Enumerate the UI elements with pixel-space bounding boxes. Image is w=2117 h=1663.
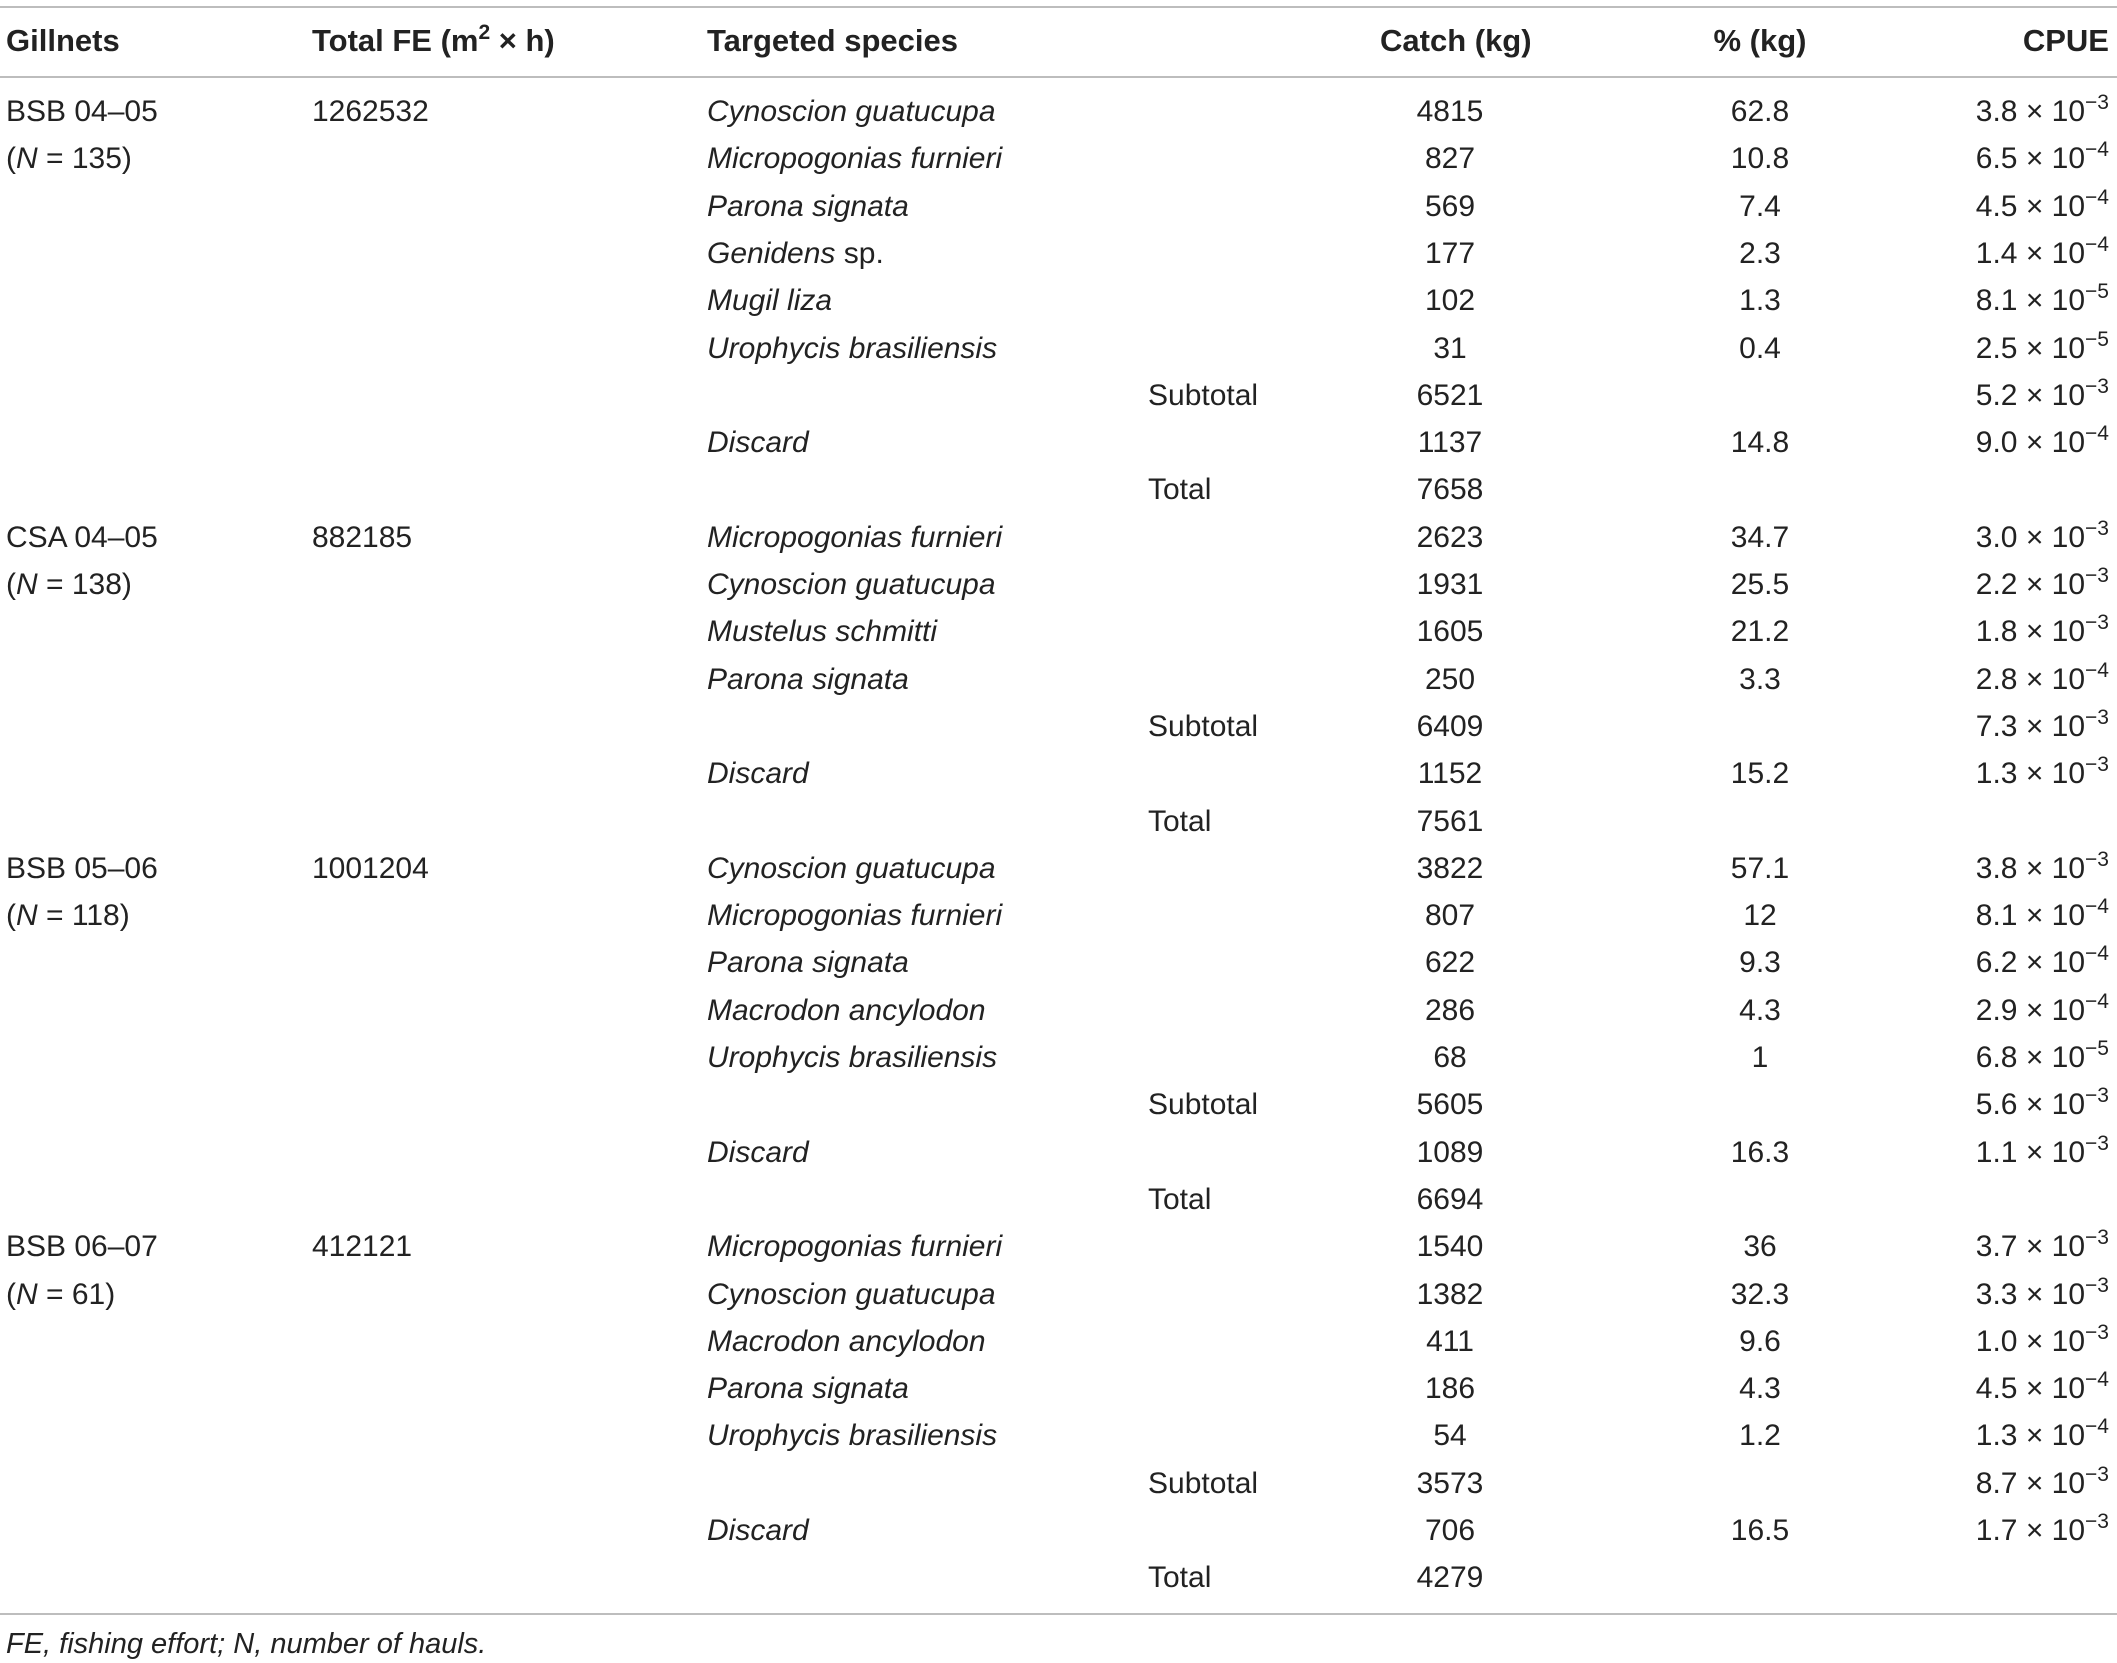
total-row: [0, 1554, 2117, 1601]
table-row: [0, 750, 2117, 797]
catch-value: 622: [1424, 946, 1476, 980]
catch-value: 1605: [1416, 615, 1484, 649]
header-total-fe: [312, 23, 555, 59]
row-label: Total: [1148, 473, 1212, 507]
cpue-times-ten: × 10: [2017, 331, 2086, 365]
table-row: [0, 1223, 2117, 1270]
species-name-text: Urophycis brasiliensis: [707, 1041, 998, 1074]
cpue-mantissa: 8.1: [1975, 899, 2018, 933]
bottom-rule: [0, 1613, 2117, 1615]
pct-value: 12: [1743, 899, 1777, 933]
cpue-value: [1976, 419, 2109, 466]
gillnet-period: BSB 05–06: [6, 851, 158, 885]
pct-value: 14.8: [1730, 426, 1790, 460]
cpue-exponent: −3: [2085, 1084, 2109, 1108]
cpue-times-ten: × 10: [2017, 1419, 2086, 1453]
cpue-value: [1976, 230, 2109, 277]
species-name-text: Parona signata: [707, 946, 909, 980]
pct-value: 0.4: [1739, 331, 1781, 365]
cpue-value: [1976, 608, 2109, 655]
cpue-mantissa: 8.1: [1975, 284, 2018, 318]
species-name-text: Discard: [707, 1514, 809, 1547]
total-fe-value: 1262532: [312, 95, 429, 128]
cpue-mantissa: 2.2: [1975, 568, 2018, 601]
species-name: [707, 325, 997, 372]
cpue-exponent: −3: [2085, 1510, 2109, 1533]
cpue-times-ten: × 10: [2017, 284, 2086, 318]
species-name: [707, 1129, 809, 1176]
header-gillnets: Gillnets: [6, 23, 120, 58]
cpue-exponent: −4: [2085, 138, 2109, 162]
table-row: [0, 561, 2117, 608]
header-rule: [0, 76, 2117, 78]
species-name: [707, 845, 996, 892]
table-row: [0, 656, 2117, 703]
cpue-exponent: −4: [2085, 1415, 2109, 1439]
cpue-times-ten: × 10: [2017, 851, 2086, 885]
catch-value: 5605: [1416, 1088, 1484, 1122]
table-row: [0, 1318, 2117, 1365]
catch-value: 6521: [1416, 378, 1484, 412]
species-name: [707, 1412, 997, 1459]
species-name: [707, 88, 996, 135]
cpue-value: [1976, 325, 2109, 372]
cpue-exponent: −5: [2085, 327, 2109, 351]
species-name-text: Micropogonias furnieri: [707, 899, 1003, 933]
subtotal-row: [0, 1460, 2117, 1507]
catch-value: 1382: [1416, 1277, 1484, 1311]
cpue-times-ten: × 10: [2017, 568, 2086, 601]
cpue-times-ten: × 10: [2017, 899, 2086, 933]
cpue-mantissa: 1.3: [1975, 757, 2018, 791]
header-cpue: CPUE: [2022, 23, 2109, 58]
cpue-mantissa: 3.7: [1975, 1230, 2018, 1264]
species-name-text: Discard: [707, 757, 809, 791]
pct-value: 9.6: [1739, 1324, 1781, 1358]
catch-value: 68: [1433, 1041, 1467, 1074]
cpue-value: [1976, 1034, 2109, 1081]
pct-value: 4.3: [1739, 1372, 1781, 1406]
catch-value: 3822: [1416, 851, 1484, 885]
table-row: [0, 1507, 2117, 1554]
table-row: [0, 939, 2117, 986]
species-name-text: Discard: [707, 426, 809, 460]
species-name-text: Parona signata: [707, 1372, 909, 1406]
pct-value: 7.4: [1739, 189, 1781, 223]
cpue-exponent: −3: [2085, 1131, 2109, 1155]
species-name-text: Micropogonias furnieri: [707, 520, 1003, 554]
species-name: [707, 1318, 986, 1365]
cpue-times-ten: × 10: [2017, 520, 2086, 554]
catch-value: 411: [1426, 1324, 1474, 1358]
cpue-mantissa: 2.8: [1975, 662, 2018, 696]
cpue-exponent: −4: [2085, 232, 2109, 256]
table-row: [0, 1034, 2117, 1081]
cpue-mantissa: 5.6: [1975, 1088, 2018, 1122]
catch-value: 31: [1433, 331, 1467, 365]
cpue-exponent: −4: [2085, 658, 2109, 682]
total-fe-value: 882185: [312, 520, 413, 554]
species-name-text: Cynoscion guatucupa: [707, 95, 996, 128]
species-name: [707, 419, 809, 466]
cpue-times-ten: × 10: [2017, 95, 2086, 128]
cpue-mantissa: 1.0: [1975, 1324, 2018, 1358]
cpue-value: [1976, 183, 2109, 230]
cpue-times-ten: × 10: [2017, 142, 2086, 176]
table-row: [0, 1271, 2117, 1318]
header-targeted-species: Targeted species: [707, 23, 958, 58]
total-row: [0, 1176, 2117, 1223]
catch-value: 4815: [1416, 95, 1484, 128]
species-name-text: Macrodon ancylodon: [707, 1324, 986, 1358]
haul-count: (N = 135): [6, 142, 132, 176]
row-label: Total: [1148, 1182, 1212, 1216]
header-fe-suffix: × h): [490, 23, 555, 58]
species-name: [707, 1271, 996, 1318]
table-row: [0, 135, 2117, 182]
species-name: [707, 230, 884, 277]
pct-value: 16.3: [1730, 1135, 1790, 1169]
cpue-exponent: −5: [2085, 280, 2109, 304]
haul-symbol: N: [16, 899, 38, 933]
species-name: [707, 750, 809, 797]
cpue-times-ten: × 10: [2017, 1041, 2086, 1074]
pct-value: 9.3: [1739, 946, 1781, 980]
row-label: Total: [1148, 804, 1212, 838]
cpue-value: [1976, 845, 2109, 892]
cpue-times-ten: × 10: [2017, 662, 2086, 696]
species-name: [707, 277, 832, 324]
cpue-exponent: −4: [2085, 422, 2109, 446]
cpue-value: [1976, 1412, 2109, 1459]
cpue-times-ten: × 10: [2017, 1277, 2086, 1311]
table-row: [0, 608, 2117, 655]
catch-value: 1089: [1416, 1135, 1484, 1169]
pct-value: 21.2: [1730, 615, 1790, 649]
cpue-mantissa: 9.0: [1975, 426, 2018, 460]
catch-value: 1540: [1416, 1230, 1484, 1264]
catch-value: 1152: [1417, 757, 1483, 791]
cpue-exponent: −3: [2085, 847, 2109, 871]
species-name-text: Parona signata: [707, 189, 909, 223]
catch-value: 827: [1424, 142, 1476, 176]
cpue-times-ten: × 10: [2017, 1372, 2086, 1406]
pct-value: 62.8: [1730, 95, 1790, 128]
cpue-value: [1976, 703, 2109, 750]
pct-value: 1.2: [1739, 1419, 1781, 1453]
cpue-value: [1976, 750, 2109, 797]
table-row: [0, 1129, 2117, 1176]
species-name-text: Genidens: [707, 236, 836, 270]
pct-value: 36: [1743, 1230, 1777, 1264]
pct-value: 1: [1751, 1041, 1769, 1074]
total-fe-value: 1001204: [312, 851, 429, 885]
species-name: [707, 1223, 1002, 1270]
pct-value: 57.1: [1730, 851, 1790, 885]
cpue-times-ten: × 10: [2017, 615, 2086, 649]
cpue-mantissa: 1.8: [1975, 615, 2018, 649]
haul-symbol: N: [16, 142, 38, 176]
header-fe-prefix: Total FE (m: [312, 23, 479, 58]
cpue-exponent: −3: [2085, 1320, 2109, 1344]
pct-value: 15.2: [1730, 757, 1790, 791]
species-name-text: Urophycis brasiliensis: [707, 331, 998, 365]
catch-value: 54: [1433, 1419, 1467, 1453]
cpue-exponent: −3: [2085, 753, 2109, 777]
pct-value: 25.5: [1730, 568, 1790, 601]
cpue-mantissa: 6.5: [1975, 142, 2018, 176]
subtotal-row: [0, 1081, 2117, 1128]
table-row: [0, 88, 2117, 135]
catch-value: 286: [1424, 993, 1476, 1027]
table-footnote: FE, fishing effort; N, number of hauls.: [6, 1628, 487, 1660]
table-row: [0, 987, 2117, 1034]
cpue-mantissa: 3.3: [1975, 1277, 2018, 1311]
pct-value: 16.5: [1730, 1514, 1790, 1547]
cpue-exponent: −3: [2085, 611, 2109, 635]
cpue-exponent: −3: [2085, 1273, 2109, 1297]
total-row: [0, 798, 2117, 845]
subtotal-row: [0, 703, 2117, 750]
pct-value: 2.3: [1739, 236, 1781, 270]
catch-value: 2623: [1416, 520, 1484, 554]
cpue-times-ten: × 10: [2017, 1514, 2086, 1547]
cpue-value: [1976, 987, 2109, 1034]
species-name: [707, 1034, 997, 1081]
species-name-text: Urophycis brasiliensis: [707, 1419, 998, 1453]
row-label: Subtotal: [1148, 1088, 1259, 1122]
cpue-value: [1976, 1365, 2109, 1412]
species-name: [707, 987, 986, 1034]
cpue-mantissa: 4.5: [1975, 1372, 2018, 1406]
species-name: [707, 1365, 909, 1412]
species-name: [707, 183, 909, 230]
cpue-value: [1976, 1129, 2109, 1176]
species-name-text: Parona signata: [707, 662, 909, 696]
table-row: [0, 514, 2117, 561]
species-name-text: Macrodon ancylodon: [707, 993, 986, 1027]
species-name: [707, 1507, 809, 1554]
cpue-value: [1976, 561, 2109, 608]
species-name-text: Cynoscion guatucupa: [707, 851, 996, 885]
catch-value: 7561: [1416, 804, 1484, 838]
pct-value: 3.3: [1739, 662, 1781, 696]
catch-value: 6694: [1416, 1182, 1484, 1216]
pct-value: 34.7: [1730, 520, 1790, 554]
cpue-exponent: −3: [2085, 516, 2109, 540]
species-name: [707, 135, 1002, 182]
species-name-text: Cynoscion guatucupa: [707, 568, 996, 601]
haul-symbol: N: [16, 1277, 38, 1311]
species-name: [707, 514, 1002, 561]
catch-value: 569: [1424, 189, 1476, 223]
catch-value: 1931: [1416, 568, 1484, 601]
catch-value: 4279: [1416, 1561, 1484, 1595]
table-row: [0, 183, 2117, 230]
table-row: [0, 1412, 2117, 1459]
species-name-text: Cynoscion guatucupa: [707, 1277, 996, 1311]
total-row: [0, 466, 2117, 513]
cpue-times-ten: × 10: [2017, 757, 2086, 791]
cpue-exponent: −4: [2085, 942, 2109, 966]
cpue-mantissa: 6.8: [1975, 1041, 2018, 1074]
catch-value: 1137: [1417, 426, 1483, 460]
row-label: Total: [1148, 1561, 1212, 1595]
catch-value: 102: [1424, 284, 1476, 318]
cpue-times-ten: × 10: [2017, 1324, 2086, 1358]
cpue-exponent: −4: [2085, 1368, 2109, 1392]
cpue-times-ten: × 10: [2017, 426, 2086, 460]
cpue-exponent: −3: [2085, 705, 2109, 729]
cpue-value: [1976, 939, 2109, 986]
cpue-times-ten: × 10: [2017, 1466, 2086, 1500]
gillnet-period: BSB 04–05: [6, 95, 158, 128]
cpue-times-ten: × 10: [2017, 378, 2086, 412]
catch-value: 186: [1424, 1372, 1476, 1406]
cpue-exponent: −3: [2085, 1462, 2109, 1486]
cpue-mantissa: 1.7: [1975, 1514, 2018, 1547]
row-label: Subtotal: [1148, 1466, 1259, 1500]
catch-value: 6409: [1416, 709, 1484, 743]
species-name-text: Mustelus schmitti: [707, 615, 938, 649]
table-row: [0, 1365, 2117, 1412]
species-name: [707, 608, 937, 655]
catch-value: 177: [1424, 236, 1476, 270]
subtotal-row: [0, 372, 2117, 419]
species-name: [707, 656, 909, 703]
row-label: Subtotal: [1148, 378, 1259, 412]
catch-value: 3573: [1416, 1466, 1484, 1500]
cpue-times-ten: × 10: [2017, 1230, 2086, 1264]
cpue-value: [1976, 277, 2109, 324]
species-name: [707, 892, 1002, 939]
catch-value: 250: [1424, 662, 1476, 696]
cpue-exponent: −3: [2085, 564, 2109, 587]
header-pct: % (kg): [1713, 23, 1807, 58]
catch-value: 7658: [1416, 473, 1484, 507]
header-catch: Catch (kg): [1380, 23, 1532, 58]
cpue-mantissa: 3.8: [1975, 851, 2018, 885]
top-rule: [0, 6, 2117, 8]
pct-value: 1.3: [1739, 284, 1781, 318]
cpue-times-ten: × 10: [2017, 946, 2086, 980]
haul-count: (N = 118): [6, 899, 130, 933]
cpue-exponent: −3: [2085, 374, 2109, 398]
species-name-text: Discard: [707, 1135, 809, 1169]
cpue-mantissa: 1.3: [1975, 1419, 2018, 1453]
haul-count: (N = 138): [6, 568, 132, 601]
header-fe-sup: 2: [478, 21, 491, 44]
cpue-exponent: −3: [2085, 1226, 2109, 1250]
cpue-value: [1976, 1223, 2109, 1270]
cpue-mantissa: 5.2: [1975, 378, 2018, 412]
species-name-text: Mugil liza: [707, 284, 833, 318]
pct-value: 4.3: [1739, 993, 1781, 1027]
species-name-text: Micropogonias furnieri: [707, 1230, 1003, 1264]
haul-symbol: N: [16, 568, 38, 601]
cpue-value: [1976, 514, 2109, 561]
cpue-exponent: −4: [2085, 185, 2109, 209]
cpue-value: [1976, 372, 2109, 419]
catch-value: 807: [1424, 899, 1476, 933]
cpue-mantissa: 3.8: [1975, 95, 2018, 128]
cpue-exponent: −3: [2085, 91, 2109, 114]
species-name: [707, 939, 909, 986]
cpue-value: [1976, 1318, 2109, 1365]
cpue-exponent: −4: [2085, 895, 2109, 919]
cpue-value: [1976, 892, 2109, 939]
cpue-times-ten: × 10: [2017, 1088, 2086, 1122]
cpue-mantissa: 3.0: [1975, 520, 2018, 554]
table-row: [0, 325, 2117, 372]
pct-value: 32.3: [1730, 1277, 1790, 1311]
catch-value: 706: [1424, 1514, 1476, 1547]
pct-value: 10.8: [1730, 142, 1790, 176]
cpue-times-ten: × 10: [2017, 709, 2086, 743]
cpue-mantissa: 1.4: [1975, 236, 2018, 270]
haul-count: (N = 61): [6, 1277, 116, 1311]
cpue-mantissa: 4.5: [1975, 189, 2018, 223]
cpue-exponent: −5: [2085, 1037, 2109, 1060]
cpue-value: [1976, 88, 2109, 135]
table-row: [0, 845, 2117, 892]
species-name-text: Micropogonias furnieri: [707, 142, 1003, 176]
cpue-mantissa: 6.2: [1975, 946, 2018, 980]
cpue-mantissa: 2.9: [1975, 993, 2018, 1027]
cpue-mantissa: 1.1: [1975, 1135, 2018, 1169]
table-row: [0, 419, 2117, 466]
cpue-value: [1976, 656, 2109, 703]
cpue-value: [1976, 1271, 2109, 1318]
cpue-value: [1976, 1081, 2109, 1128]
cpue-times-ten: × 10: [2017, 993, 2086, 1027]
cpue-times-ten: × 10: [2017, 1135, 2086, 1169]
species-name: [707, 561, 996, 608]
cpue-times-ten: × 10: [2017, 189, 2086, 223]
table-row: [0, 230, 2117, 277]
species-suffix: sp.: [835, 236, 884, 270]
cpue-value: [1976, 1460, 2109, 1507]
cpue-mantissa: 8.7: [1975, 1466, 2018, 1500]
cpue-times-ten: × 10: [2017, 236, 2086, 270]
table-row: [0, 892, 2117, 939]
total-fe-value: 412121: [312, 1230, 413, 1264]
cpue-mantissa: 7.3: [1975, 709, 2018, 743]
row-label: Subtotal: [1148, 709, 1259, 743]
cpue-mantissa: 2.5: [1975, 331, 2018, 365]
cpue-value: [1976, 135, 2109, 182]
gillnet-period: BSB 06–07: [6, 1230, 158, 1264]
cpue-value: [1976, 1507, 2109, 1554]
table-row: [0, 277, 2117, 324]
cpue-exponent: −4: [2085, 989, 2109, 1013]
gillnet-period: CSA 04–05: [6, 520, 158, 554]
